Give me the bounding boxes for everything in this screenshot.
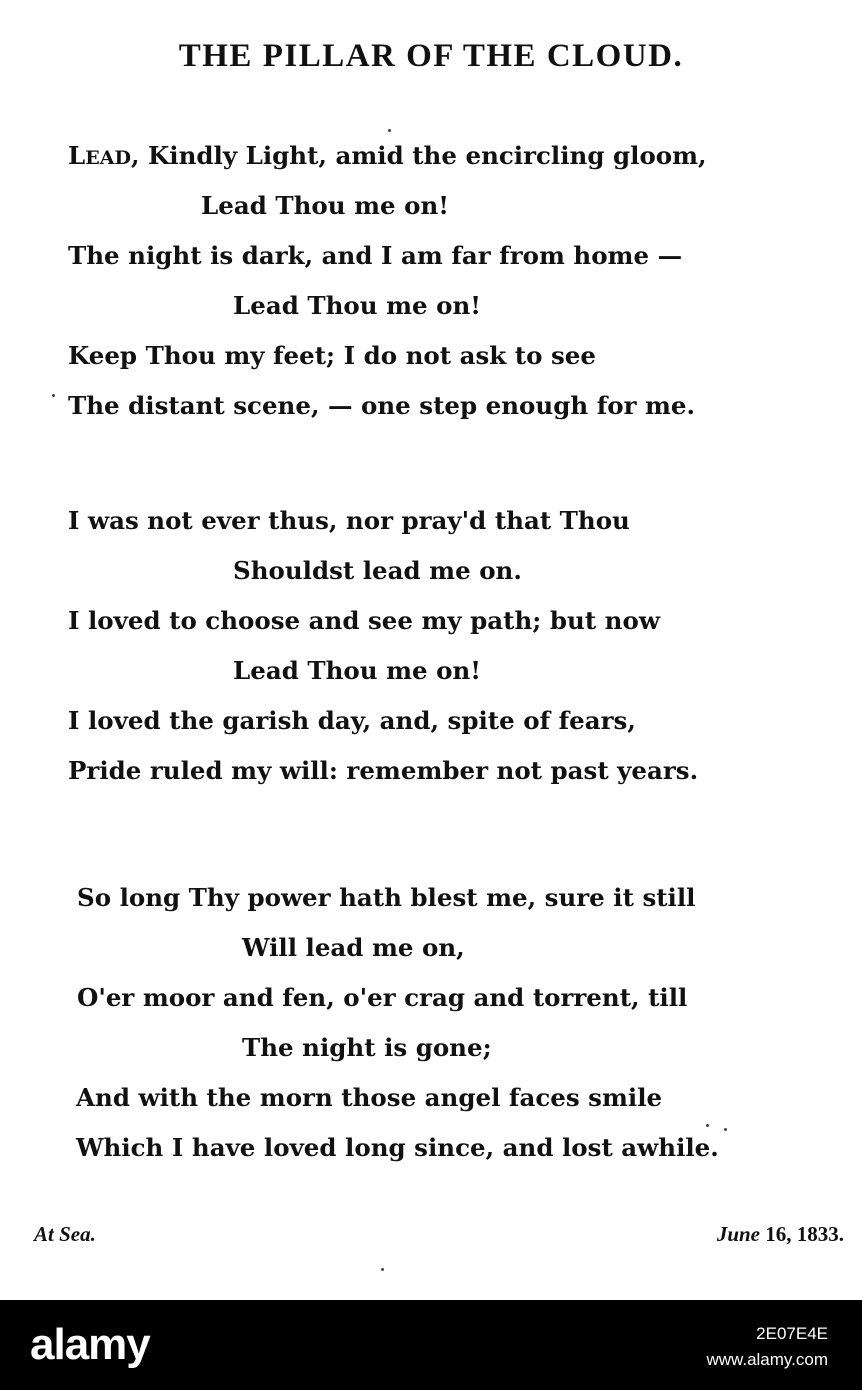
stanza3-line5: And with the morn those angel faces smile bbox=[76, 1083, 663, 1112]
place-text: At Sea. bbox=[34, 1222, 96, 1246]
stanza1-line3: The night is dark, and I am far from home — bbox=[68, 241, 683, 270]
stanza1-line6: The distant scene, — one step enough for me. bbox=[68, 391, 696, 420]
stanza2-line6: Pride ruled my will: remember not past years. bbox=[68, 756, 699, 785]
stanza1-line4: Lead Thou me on! bbox=[233, 291, 482, 320]
stanza3-line2: Will lead me on, bbox=[242, 933, 465, 962]
scan-speck bbox=[388, 129, 391, 132]
stanza1-line2: Lead Thou me on! bbox=[201, 191, 450, 220]
date-rest: 16, 1833. bbox=[760, 1222, 844, 1246]
alamy-logo: alamy bbox=[30, 1320, 150, 1369]
date-note bbox=[717, 1222, 844, 1247]
line-text: , Kindly Light, amid the encircling gloom, bbox=[130, 141, 707, 170]
stanza2-line3: I loved to choose and see my path; but now bbox=[68, 606, 660, 635]
site-url: www.alamy.com bbox=[706, 1350, 828, 1369]
stanza2-line1: I was not ever thus, nor pray'd that Thou bbox=[68, 506, 630, 535]
stanza2-line2: Shouldst lead me on. bbox=[233, 556, 522, 585]
watermark-bar bbox=[0, 1300, 862, 1390]
small-caps-word: EAD bbox=[85, 147, 131, 169]
stanza2-line5: I loved the garish day, and, spite of fears, bbox=[68, 706, 636, 735]
scan-speck bbox=[724, 1128, 727, 1131]
place-note bbox=[34, 1222, 96, 1247]
stanza2-line4: Lead Thou me on! bbox=[233, 656, 482, 685]
poem-title: THE PILLAR OF THE CLOUD. bbox=[178, 38, 684, 74]
date-month: June bbox=[716, 1222, 760, 1246]
stanza3-line6: Which I have loved long since, and lost awhile. bbox=[76, 1133, 719, 1162]
stanza3-line4: The night is gone; bbox=[242, 1033, 492, 1062]
drop-initial: L bbox=[68, 141, 86, 170]
image-id: 2E07E4E bbox=[756, 1324, 828, 1343]
scan-speck bbox=[706, 1124, 709, 1127]
scan-speck bbox=[381, 1268, 384, 1271]
stanza3-line3: O'er moor and fen, o'er crag and torrent, till bbox=[77, 983, 688, 1012]
stanza1-line5: Keep Thou my feet; I do not ask to see bbox=[68, 341, 596, 370]
stanza1-line1 bbox=[68, 141, 707, 173]
scan-speck bbox=[52, 394, 55, 397]
stanza3-line1: So long Thy power hath blest me, sure it still bbox=[77, 883, 696, 912]
